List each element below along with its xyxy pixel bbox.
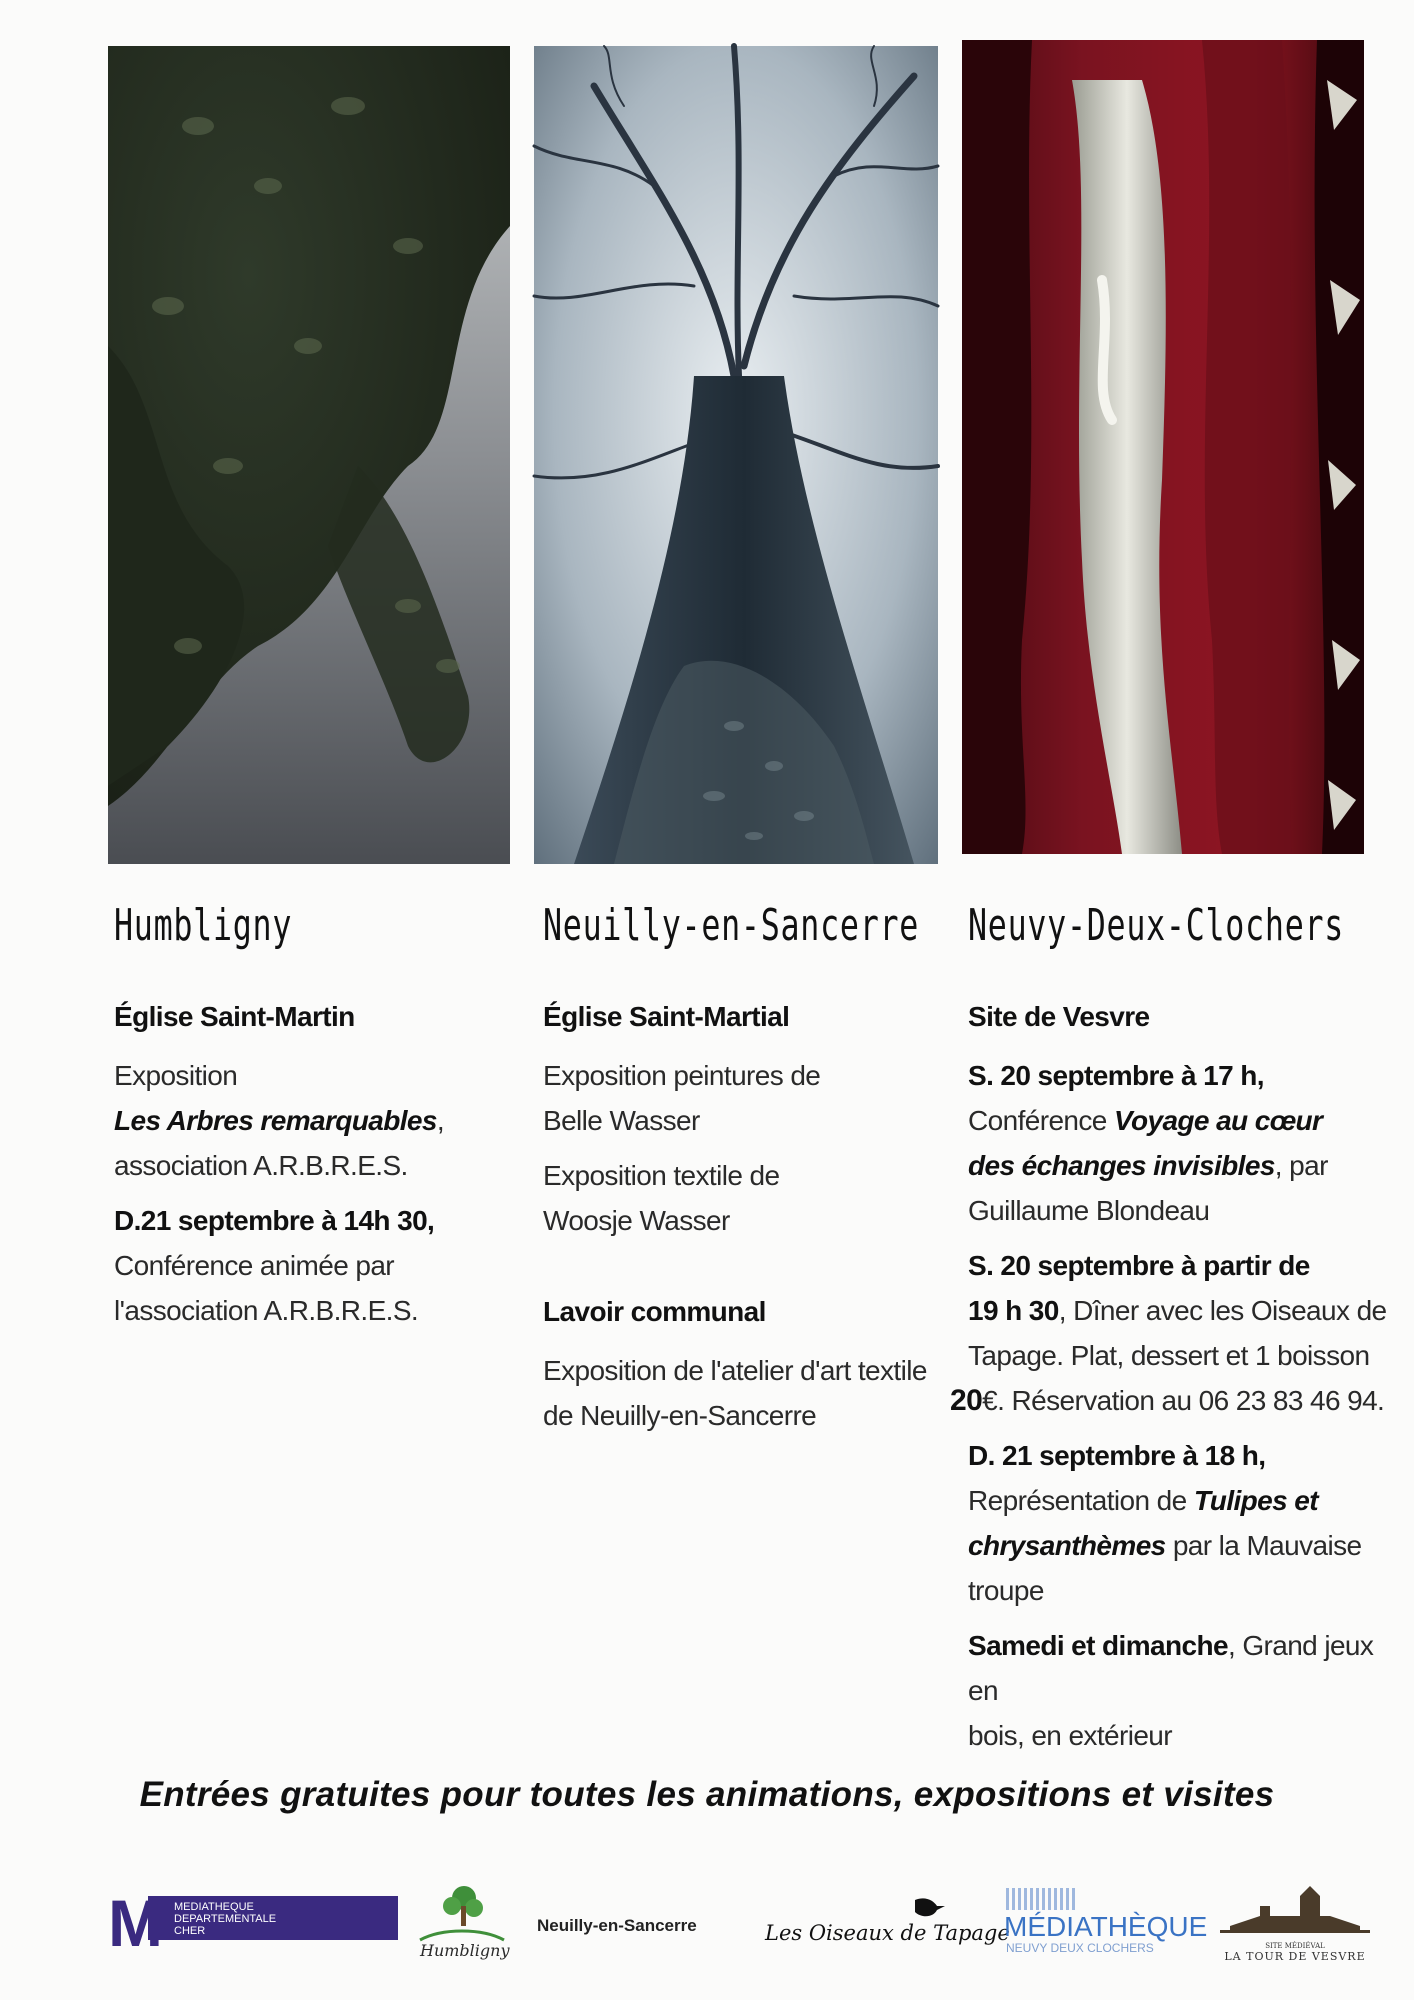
event-title: Tulipes et <box>1193 1485 1318 1516</box>
photo-tree-trunk <box>534 46 938 864</box>
event-line: troupe <box>968 1575 1044 1606</box>
event-conference <box>968 1053 1388 1233</box>
event-date: Samedi et dimanche <box>968 1630 1228 1661</box>
logo-humbligny-text: Humbligny <box>420 1941 510 1960</box>
event-line: Exposition <box>114 1060 238 1091</box>
logo-mdc-letter: M <box>108 1886 163 1960</box>
logo-vesvre-line: LA TOUR DE VESVRE <box>1224 1950 1366 1963</box>
event-line: Guillaume Blondeau <box>968 1195 1210 1226</box>
event-line: €. Réservation au 06 23 83 46 94. <box>982 1385 1385 1416</box>
event-line: , par <box>1274 1150 1328 1181</box>
free-entry-note: Entrées gratuites pour toutes les animations, expositions et visites <box>139 1775 1275 1814</box>
event-line: Exposition peintures de <box>543 1060 821 1091</box>
logo-mdc-line: MEDIATHEQUE <box>174 1901 254 1913</box>
event-title: Les Arbres remarquables <box>114 1105 437 1136</box>
column-neuilly <box>543 900 933 1448</box>
event-date: 19 h 30 <box>968 1295 1059 1326</box>
logo-humbligny <box>412 1876 512 1964</box>
column-humbligny <box>114 900 504 1343</box>
event-line: Conférence <box>968 1105 1114 1136</box>
logo-mediatheque-neuvy <box>1000 1886 1208 1958</box>
event-line: Tapage. Plat, dessert et 1 boisson <box>968 1340 1370 1371</box>
town-title: Neuvy-Deux-Clochers <box>968 900 1345 951</box>
event-line: Woosje Wasser <box>543 1205 730 1236</box>
event-line: , Grand jeux en <box>968 1630 1374 1706</box>
event-diner <box>950 1243 1388 1423</box>
logo-oiseaux-de-tapage <box>765 1896 1010 1956</box>
logo-media-title: MÉDIATHÈQUE <box>1004 1911 1208 1942</box>
venue-name: Église Saint-Martin <box>114 1001 355 1032</box>
sponsor-logos <box>100 1876 1380 1966</box>
town-title: Humbligny <box>114 900 293 951</box>
logo-mediatheque-departementale <box>108 1886 398 1960</box>
event-line: par la Mauvaise <box>1165 1530 1362 1561</box>
logo-oiseaux-text: Les Oiseaux de Tapage <box>765 1921 1010 1945</box>
event-line: bois, en extérieur <box>968 1720 1172 1751</box>
event-date: D. 21 septembre à 18 h, <box>968 1440 1266 1471</box>
event-exposition-textile <box>543 1153 933 1243</box>
event-conference <box>114 1198 504 1333</box>
event-line: Belle Wasser <box>543 1105 700 1136</box>
venue-name: Site de Vesvre <box>968 1001 1150 1032</box>
logo-neuilly-en-sancerre: Neuilly-en-Sancerre <box>537 1916 697 1935</box>
photo-tree-foliage <box>108 46 510 864</box>
venue-name-2: Lavoir communal <box>543 1296 766 1327</box>
event-line: l'association A.R.B.R.E.S. <box>114 1295 419 1326</box>
logo-mdc-line: DEPARTEMENTALE <box>174 1913 277 1925</box>
event-exposition-peintures <box>543 1053 933 1143</box>
event-line: Exposition de l'atelier d'art textile <box>543 1355 927 1386</box>
event-exposition <box>114 1053 504 1188</box>
event-line: , Dîner avec les Oiseaux de <box>1058 1295 1387 1326</box>
event-line: Conférence animée par <box>114 1250 395 1281</box>
town-title: Neuilly-en-Sancerre <box>543 900 920 951</box>
event-line: Exposition textile de <box>543 1160 780 1191</box>
venue-name: Église Saint-Martial <box>543 1001 790 1032</box>
event-line: association A.R.B.R.E.S. <box>114 1150 408 1181</box>
logo-tour-de-vesvre <box>1210 1876 1380 1966</box>
logo-mdc-line: CHER <box>174 1925 206 1937</box>
event-jeux <box>968 1623 1388 1758</box>
event-atelier <box>543 1348 933 1438</box>
event-date: S. 20 septembre à 17 h, <box>968 1060 1264 1091</box>
event-title: des échanges invisibles <box>968 1150 1275 1181</box>
event-date: S. 20 septembre à partir de <box>968 1250 1310 1281</box>
event-date: D.21 septembre à 14h 30 <box>114 1205 428 1236</box>
logo-vesvre-line: SITE MÉDIÉVAL <box>1265 1942 1325 1950</box>
event-line: , <box>436 1105 445 1136</box>
event-price: 20 <box>950 1384 983 1417</box>
photo-textile-red <box>962 40 1364 854</box>
event-representation <box>968 1433 1388 1613</box>
event-line: de Neuilly-en-Sancerre <box>543 1400 817 1431</box>
column-neuvy <box>950 900 1388 1768</box>
logo-media-sub: NEUVY DEUX CLOCHERS <box>1006 1941 1154 1955</box>
event-line: Représentation de <box>968 1485 1194 1516</box>
event-title: chrysanthèmes <box>968 1530 1166 1561</box>
event-line: , <box>427 1205 435 1236</box>
event-title: Voyage au cœur <box>1113 1105 1323 1136</box>
